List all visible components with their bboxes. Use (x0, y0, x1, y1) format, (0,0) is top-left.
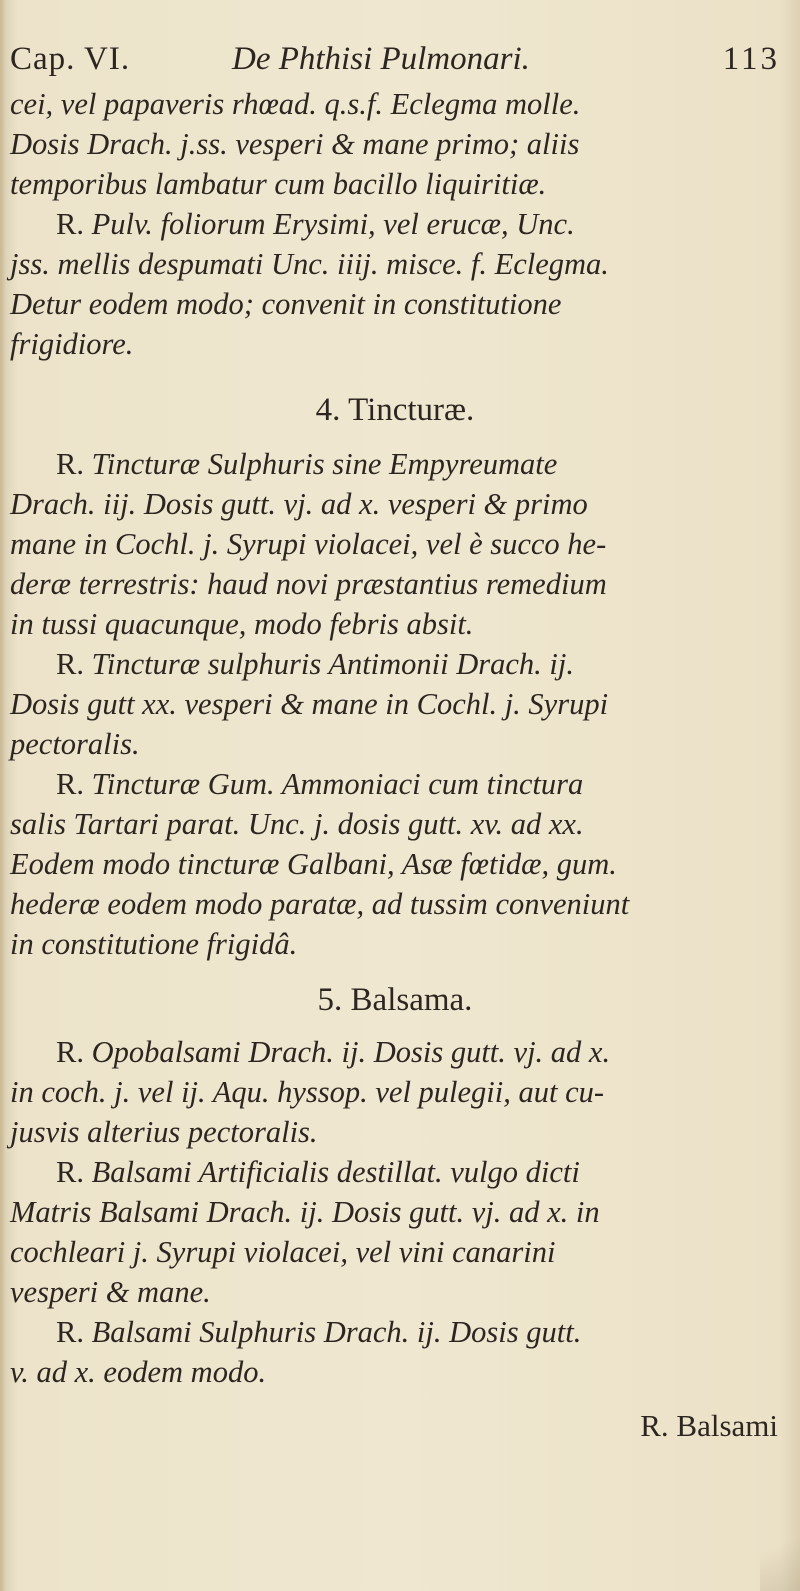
recipe-text: Tincturæ Sulphuris sine Empyreumate (83, 447, 558, 481)
text-line: Detur eodem modo; convenit in constitutione (10, 287, 562, 321)
text-line: jusvis alterius pectoralis. (10, 1115, 318, 1149)
running-header (10, 34, 780, 84)
section-heading: 4. Tincturæ. (315, 392, 475, 428)
text-line: in tussi quacunque, modo febris absit. (10, 607, 474, 641)
recipe-symbol: R. (56, 1315, 84, 1349)
page-binding-shadow (0, 0, 6, 1591)
text-line: temporibus lambatur cum bacillo liquiritiæ. (10, 167, 547, 201)
recipe-line (10, 644, 780, 684)
text-line: v. ad x. eodem modo. (10, 1355, 267, 1389)
text-body (10, 84, 780, 1392)
recipe-text: Pulv. foliorum Erysimi, vel erucæ, Unc. (83, 207, 575, 241)
text-line: Dosis Drach. j.ss. vesperi & mane primo; aliis (10, 127, 580, 161)
text-line: in coch. j. vel ij. Aqu. hyssop. vel pulegii, aut cu- (10, 1075, 605, 1109)
recipe-line (10, 444, 780, 484)
recipe-symbol: R. (56, 447, 84, 481)
text-line: Matris Balsami Drach. ij. Dosis gutt. vj. ad x. in (10, 1195, 600, 1229)
text-line: Dosis gutt xx. vesperi & mane in Cochl. j. Syrupi (10, 687, 609, 721)
recipe-text: Opobalsami Drach. ij. Dosis gutt. vj. ad x. (83, 1035, 611, 1069)
text-line: cochleari j. Syrupi violacei, vel vini canarini (10, 1235, 556, 1269)
recipe-line (10, 1312, 780, 1352)
recipe-symbol: R. (56, 1155, 84, 1189)
text-line: frigidiore. (10, 327, 134, 361)
recipe-line (10, 1032, 780, 1072)
chapter-label: Cap. VI. (10, 41, 131, 77)
page-corner-shadow (760, 1471, 800, 1591)
recipe-symbol: R. (56, 1035, 84, 1069)
recipe-symbol: R. (56, 207, 84, 241)
catchword (640, 1404, 778, 1448)
recipe-line (10, 1152, 780, 1192)
text-line: mane in Cochl. j. Syrupi violacei, vel è succo he- (10, 527, 607, 561)
section-heading: 5. Balsama. (317, 982, 473, 1018)
recipe-line (10, 204, 780, 244)
recipe-text: Balsami Artificialis destillat. vulgo dicti (83, 1155, 580, 1189)
running-title: De Phthisi Pulmonari. (232, 41, 530, 77)
recipe-symbol: R. (56, 767, 84, 801)
text-line: deræ terrestris: haud novi præstantius remedium (10, 567, 607, 601)
text-line: cei, vel papaveris rhœad. q.s.f. Eclegma molle. (10, 87, 581, 121)
catchword-text: R. Balsami (640, 1408, 778, 1443)
text-line: salis Tartari parat. Unc. j. dosis gutt. xv. ad xx. (10, 807, 584, 841)
recipe-text: Balsami Sulphuris Drach. ij. Dosis gutt. (83, 1315, 582, 1349)
page-number: 113 (722, 41, 780, 77)
recipe-line (10, 764, 780, 804)
recipe-symbol: R. (56, 647, 84, 681)
text-line: hederæ eodem modo paratæ, ad tussim conveniunt (10, 887, 630, 921)
text-line: vesperi & mane. (10, 1275, 211, 1309)
text-line: Eodem modo tincturæ Galbani, Asæ fœtidæ, gum. (10, 847, 617, 881)
recipe-text: Tincturæ sulphuris Antimonii Drach. ij. (83, 647, 575, 681)
text-line: jss. mellis despumati Unc. iiij. misce. f. Eclegma. (10, 247, 609, 281)
text-line: pectoralis. (10, 727, 140, 761)
recipe-text: Tincturæ Gum. Ammoniaci cum tinctura (83, 767, 584, 801)
text-line: in constitutione frigidâ. (10, 927, 298, 961)
text-line: Drach. iij. Dosis gutt. vj. ad x. vesperi & primo (10, 487, 588, 521)
